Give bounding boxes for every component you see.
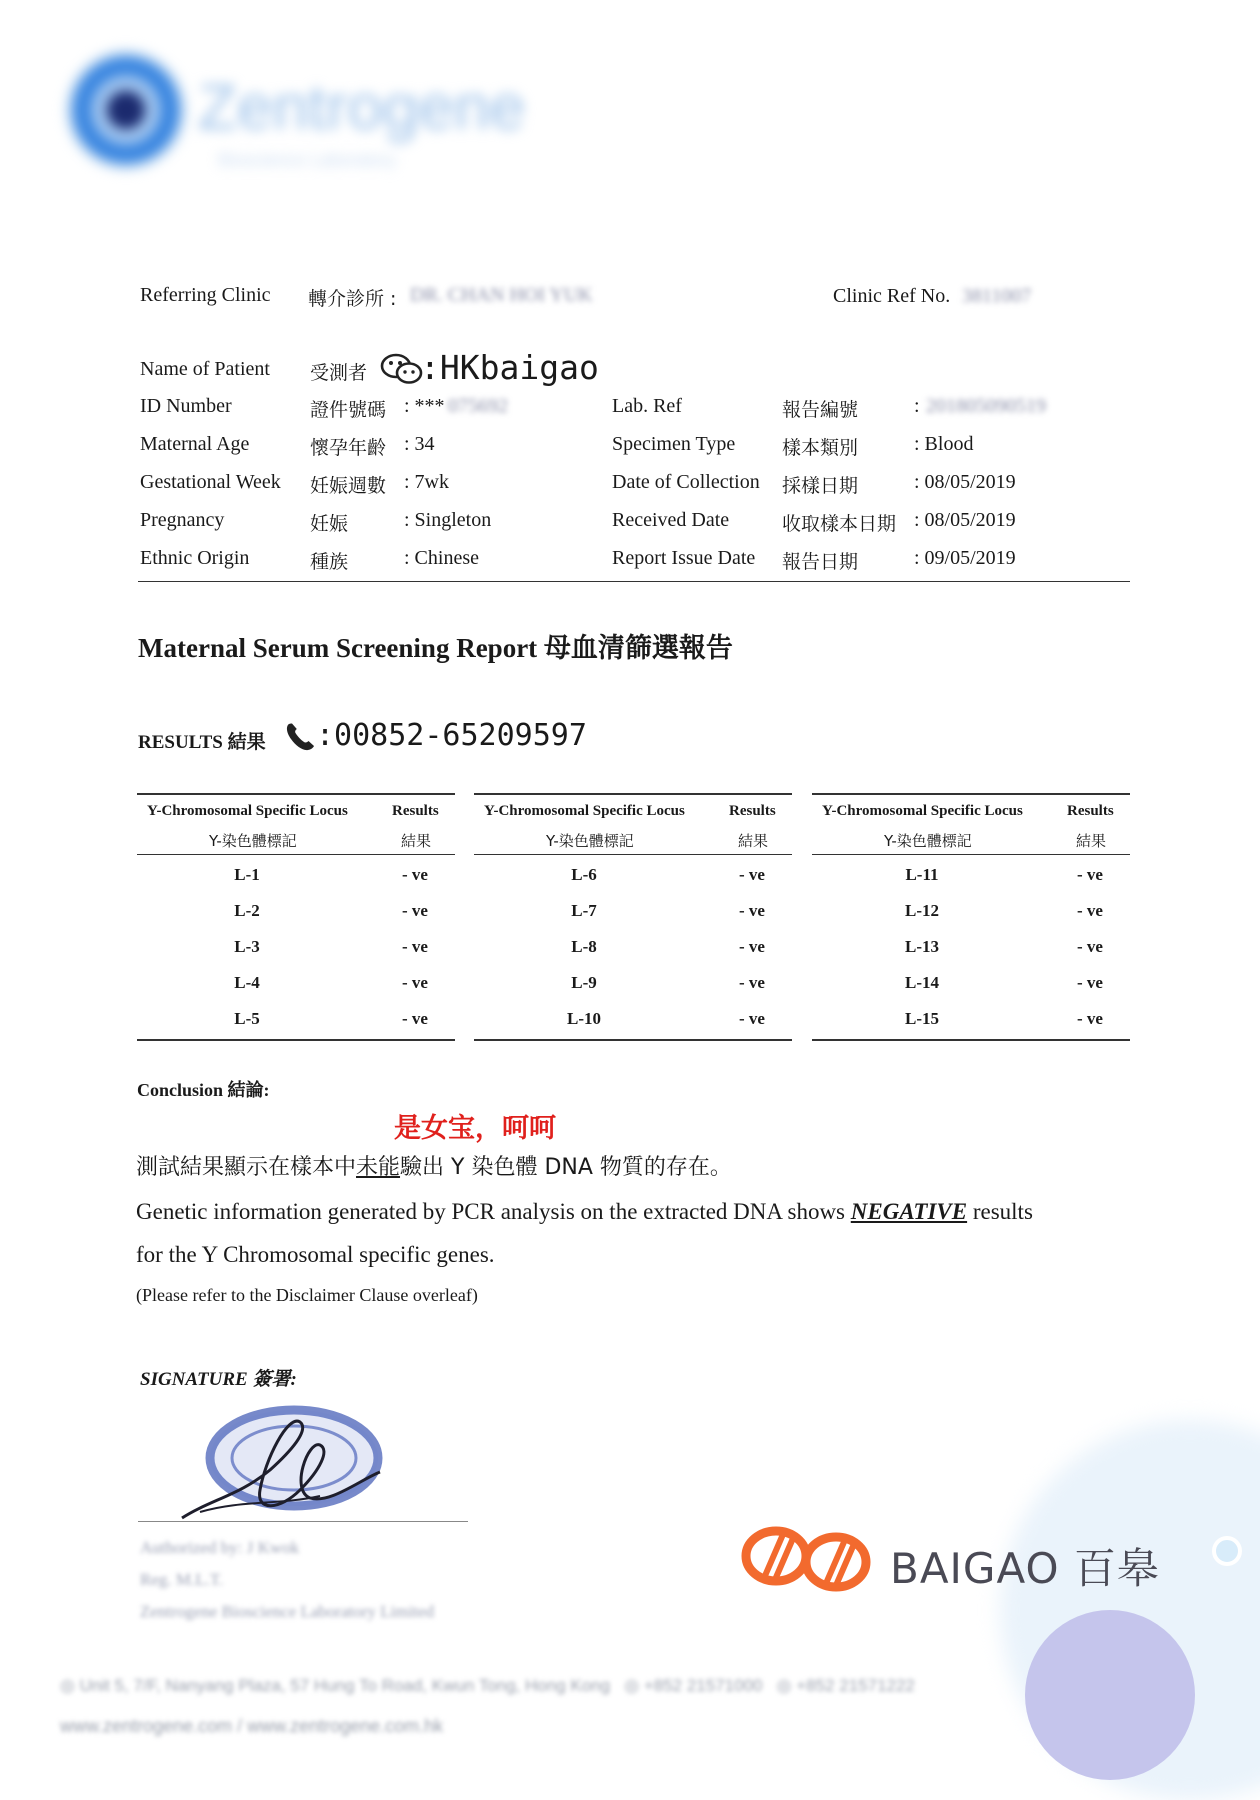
lab-logo-subtext: Bioscience Laboratory bbox=[218, 150, 397, 170]
id-number-prefix: : *** bbox=[404, 395, 445, 417]
issue-date-cjk: 報告日期 bbox=[782, 551, 859, 573]
issue-date-value: : 09/05/2019 bbox=[914, 547, 1016, 569]
table-header-results-cjk: 結果 bbox=[738, 832, 769, 850]
ethnic-origin-cjk: 種族 bbox=[310, 551, 349, 573]
lab-ref-value: 201805090519 bbox=[926, 395, 1046, 417]
table-header-locus-cjk: Y-染色體標記 bbox=[209, 832, 297, 850]
table-header-locus: Y-Chromosomal Specific Locus bbox=[822, 803, 1023, 819]
specimen-type-label: Specimen Type bbox=[612, 433, 736, 455]
received-date-label: Received Date bbox=[612, 509, 730, 531]
conclusion-en-line2: for the Y Chromosomal specific genes. bbox=[136, 1242, 495, 1267]
collection-date-cjk: 採樣日期 bbox=[782, 475, 859, 497]
table-row-result: - ve bbox=[1077, 973, 1103, 992]
patient-name-value: :HKbaigao bbox=[420, 348, 599, 387]
id-number-value: 075692 bbox=[448, 395, 508, 417]
table-row-locus: L-4 bbox=[234, 973, 260, 992]
table-header-results: Results bbox=[1067, 803, 1114, 819]
gestational-week-value: : 7wk bbox=[404, 471, 449, 493]
table-row-locus: L-2 bbox=[234, 901, 260, 920]
table-row-locus: L-1 bbox=[234, 865, 260, 884]
pregnancy-cjk: 妊娠 bbox=[310, 513, 349, 535]
referring-clinic-value: DR. CHAN HOI YUK bbox=[410, 284, 593, 306]
table-row-locus: L-3 bbox=[234, 937, 260, 956]
conclusion-cjk-emphasis: 未能 bbox=[356, 1155, 401, 1180]
header-divider bbox=[138, 581, 1130, 582]
table-row-result: - ve bbox=[402, 865, 428, 884]
tel-icon: ◎ bbox=[624, 1676, 640, 1695]
table-bottom-rule bbox=[137, 1039, 455, 1041]
baigao-brand-name: BAIGAO 百皋 bbox=[890, 1544, 1160, 1593]
company-name: Zentrogene Bioscience Laboratory Limited bbox=[140, 1602, 435, 1621]
footer-web: www.zentrogene.com / www.zentrogene.com.hk bbox=[60, 1716, 444, 1736]
footer-address: Unit 5, 7/F, Nanyang Plaza, 57 Hung To Road, Kwun Tong, Hong Kong bbox=[79, 1676, 611, 1695]
table-row-result: - ve bbox=[402, 1009, 428, 1028]
baigao-logo-icon bbox=[740, 1518, 874, 1596]
table-row-result: - ve bbox=[739, 1009, 765, 1028]
table-row-locus: L-6 bbox=[571, 865, 597, 884]
table-header-rule bbox=[812, 854, 1130, 855]
table-row-locus: L-15 bbox=[905, 1009, 939, 1028]
footer bbox=[60, 1676, 915, 1696]
table-row-result: - ve bbox=[1077, 865, 1103, 884]
signature-stamp bbox=[170, 1400, 400, 1530]
results-label: RESULTS 結果 bbox=[138, 732, 266, 753]
maternal-age-value: : 34 bbox=[404, 433, 435, 455]
table-row-locus: L-14 bbox=[905, 973, 939, 992]
table-top-rule bbox=[137, 793, 455, 795]
conclusion-red-note: 是女宝，呵呵 bbox=[394, 1113, 556, 1144]
table-bottom-rule bbox=[474, 1039, 792, 1041]
table-row-locus: L-7 bbox=[571, 901, 597, 920]
patient-name-cjk: 受測者 bbox=[310, 362, 368, 384]
lab-logo-mark-icon bbox=[66, 50, 186, 170]
maternal-age-label: Maternal Age bbox=[140, 433, 250, 455]
wechat-icon bbox=[380, 352, 424, 386]
table-row-locus: L-11 bbox=[905, 865, 939, 884]
referring-clinic-label: Referring Clinic bbox=[140, 284, 271, 306]
pregnancy-value: : Singleton bbox=[404, 509, 492, 531]
signature-line bbox=[138, 1521, 468, 1522]
table-row-result: - ve bbox=[402, 901, 428, 920]
gestational-week-cjk: 妊娠週數 bbox=[310, 475, 387, 497]
table-header-locus: Y-Chromosomal Specific Locus bbox=[147, 803, 348, 819]
lab-ref-label: Lab. Ref bbox=[612, 395, 682, 417]
conclusion-label: Conclusion 結論: bbox=[137, 1080, 270, 1100]
table-header-locus-cjk: Y-染色體標記 bbox=[546, 832, 634, 850]
maternal-age-cjk: 懷孕年齡 bbox=[310, 437, 387, 459]
received-date-cjk: 收取樣本日期 bbox=[782, 513, 897, 535]
authorized-by: Authorized by: J Kwok bbox=[140, 1538, 300, 1557]
pregnancy-label: Pregnancy bbox=[140, 509, 225, 531]
table-row-result: - ve bbox=[739, 973, 765, 992]
clinic-ref-value: 3811007 bbox=[962, 285, 1032, 307]
table-header-rule bbox=[474, 854, 792, 855]
conclusion-en-line1: Genetic information generated by PCR analysis on the extracted DNA shows NEGATIVE results bbox=[136, 1199, 1033, 1224]
table-header-locus: Y-Chromosomal Specific Locus bbox=[484, 803, 685, 819]
table-top-rule bbox=[812, 793, 1130, 795]
conclusion-cjk-line: 測試結果顯示在樣本中未能驗出 Y 染色體 DNA 物質的存在。 bbox=[136, 1155, 732, 1180]
gestational-week-label: Gestational Week bbox=[140, 471, 281, 493]
ethnic-origin-label: Ethnic Origin bbox=[140, 547, 250, 569]
phone-number: :00852-65209597 bbox=[316, 718, 587, 753]
footer-fax: +852 21571222 bbox=[796, 1676, 915, 1695]
clinic-ref-label: Clinic Ref No. bbox=[833, 285, 951, 307]
table-row-result: - ve bbox=[1077, 901, 1103, 920]
signature-label: SIGNATURE 簽署: bbox=[140, 1369, 297, 1390]
table-row-result: - ve bbox=[402, 937, 428, 956]
patient-name-label: Name of Patient bbox=[140, 358, 270, 380]
received-date-value: : 08/05/2019 bbox=[914, 509, 1016, 531]
table-row-result: - ve bbox=[739, 901, 765, 920]
referring-clinic-cjk: 轉介診所 : bbox=[308, 288, 397, 310]
collection-date-label: Date of Collection bbox=[612, 471, 760, 493]
table-row-locus: L-9 bbox=[571, 973, 597, 992]
table-header-results-cjk: 結果 bbox=[1076, 832, 1107, 850]
lab-logo bbox=[58, 40, 526, 190]
table-header-rule bbox=[137, 854, 455, 855]
table-top-rule bbox=[474, 793, 792, 795]
table-row-locus: L-10 bbox=[567, 1009, 601, 1028]
id-number-label: ID Number bbox=[140, 395, 232, 417]
registration: Reg. M.L.T. bbox=[140, 1570, 224, 1589]
table-row-result: - ve bbox=[739, 865, 765, 884]
lab-ref-cjk: 報告編號 bbox=[782, 399, 859, 421]
table-row-locus: L-12 bbox=[905, 901, 939, 920]
fax-icon: ◎ bbox=[776, 1676, 792, 1695]
decor-dot bbox=[1212, 1536, 1242, 1566]
table-header-locus-cjk: Y-染色體標記 bbox=[884, 832, 972, 850]
lab-ref-colon: : bbox=[914, 395, 920, 417]
table-row-result: - ve bbox=[402, 973, 428, 992]
table-row-result: - ve bbox=[1077, 937, 1103, 956]
negative-emphasis: NEGATIVE bbox=[850, 1199, 968, 1224]
disclaimer-note: (Please refer to the Disclaimer Clause overleaf) bbox=[136, 1285, 478, 1305]
table-row-locus: L-5 bbox=[234, 1009, 260, 1028]
report-title: Maternal Serum Screening Report 母血清篩選報告 bbox=[138, 633, 733, 663]
table-row-result: - ve bbox=[739, 937, 765, 956]
address-icon: ◎ bbox=[60, 1676, 75, 1695]
collection-date-value: : 08/05/2019 bbox=[914, 471, 1016, 493]
id-number-cjk: 證件號碼 bbox=[310, 399, 387, 421]
table-row-result: - ve bbox=[1077, 1009, 1103, 1028]
phone-icon bbox=[284, 721, 318, 753]
specimen-type-cjk: 樣本類別 bbox=[782, 437, 859, 459]
decor-circle-small bbox=[1025, 1610, 1195, 1780]
table-row-locus: L-8 bbox=[571, 937, 597, 956]
table-header-results: Results bbox=[729, 803, 776, 819]
table-row-locus: L-13 bbox=[905, 937, 939, 956]
table-header-results: Results bbox=[392, 803, 439, 819]
lab-logo-text: Zentrogene bbox=[198, 71, 526, 143]
table-bottom-rule bbox=[812, 1039, 1130, 1041]
specimen-type-value: : Blood bbox=[914, 433, 974, 455]
issue-date-label: Report Issue Date bbox=[612, 547, 756, 569]
table-header-results-cjk: 結果 bbox=[401, 832, 432, 850]
ethnic-origin-value: : Chinese bbox=[404, 547, 479, 569]
footer-tel: +852 21571000 bbox=[643, 1676, 763, 1695]
